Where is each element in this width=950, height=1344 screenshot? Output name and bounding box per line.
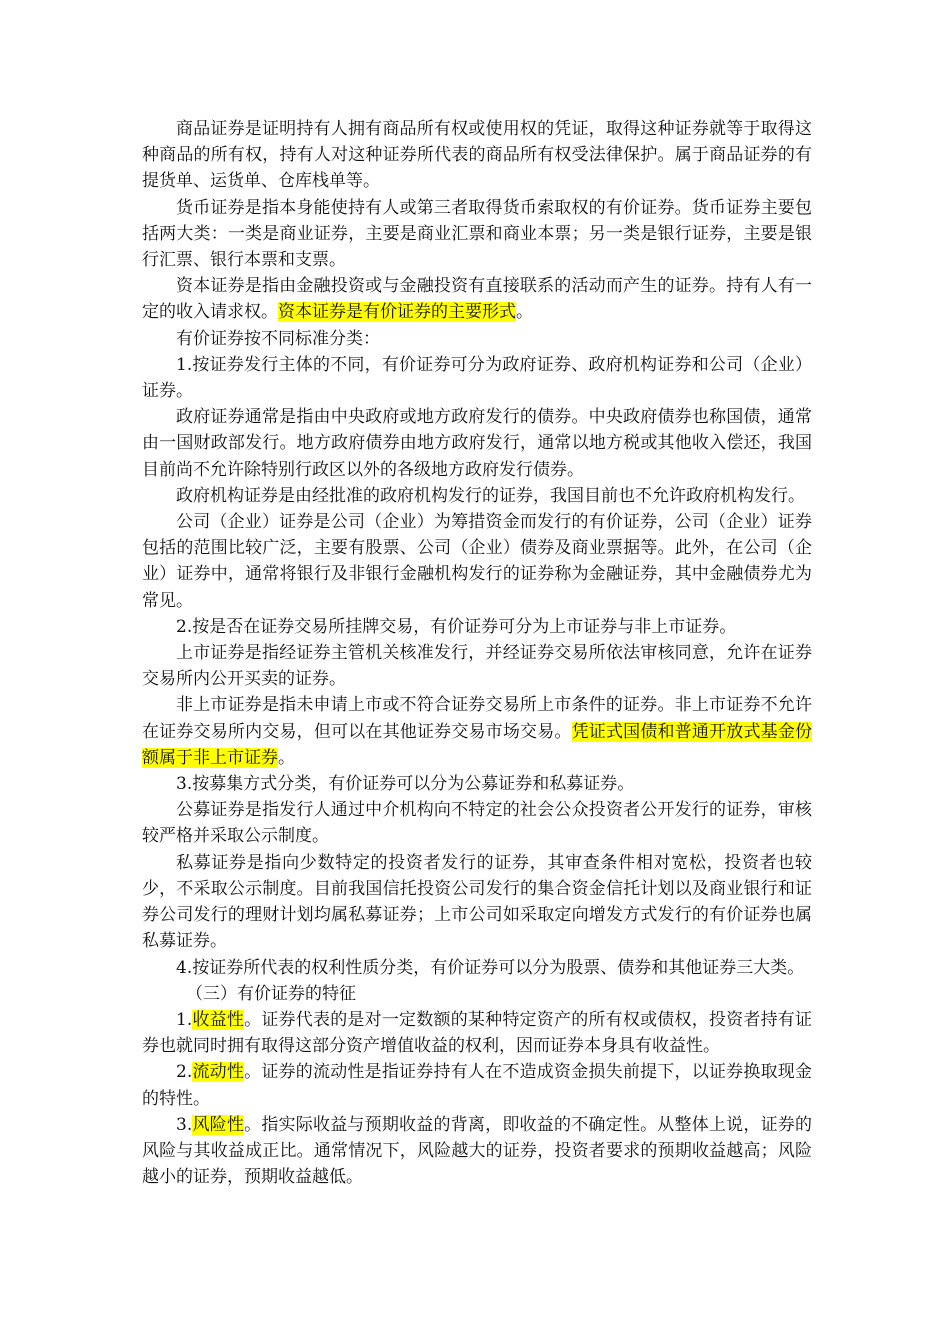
paragraph-classification-intro: 有价证券按不同标准分类： <box>176 328 380 349</box>
paragraph-listed-securities: 上市证券是指经证券主管机关核准发行，并经证券交易所依法审核同意，允许在证券交易所内公开买卖的证券。 <box>142 643 812 690</box>
highlighted-text: 资本证券是有价证券的主要形式 <box>278 302 516 323</box>
text-run: 。证券代表的是对一定数额的某种特定资产的所有权或债权，投资者持有证券也就同时拥有取得这部分资产增值收益的权利，因而证券本身具有收益性。 <box>142 1009 813 1057</box>
list-number: 2. <box>176 1062 193 1083</box>
paragraph-feature-liquidity <box>142 1059 812 1111</box>
paragraph-feature-profitability <box>142 1007 812 1059</box>
paragraph-private-placement: 私募证券是指向少数特定的投资者发行的证券，其审查条件相对宽松，投资者也较少，不采取公示制度。目前我国信托投资公司发行的集合资金信托计划以及商业银行和证券公司发行的理财计划均属私募证券；上市公司如采取定向增发方式发行的有价证券也属私募证券。 <box>142 852 812 952</box>
list-number: 1. <box>176 1009 193 1030</box>
paragraph-capital-securities <box>142 273 812 325</box>
text-run: 非上市证券是指未申请上市或不符合证券交易所上市条件的证券。非上市证券不允许在证券交易所内交易，但可以在其他证券交易市场交易。 <box>142 695 812 742</box>
section-heading: （三）有价证券的特征 <box>186 983 356 1004</box>
paragraph-classification-1: 1.按证券发行主体的不同，有价证券可分为政府证券、政府机构证券和公司（企业）证券。 <box>142 354 812 402</box>
paragraph-government-securities: 政府证券通常是指由中央政府或地方政府发行的债券。中央政府债券也称国债，通常由一国财政部发行。地方政府债券由地方政府发行，通常以地方税或其他收入偿还，我国目前尚不允许除特别行政区以外的各级地方政府发行债券。 <box>142 407 812 480</box>
paragraph-classification-4: 4.按证券所代表的权利性质分类，有价证券可以分为股票、债券和其他证券三大类。 <box>176 957 805 978</box>
list-number: 3. <box>176 1114 193 1135</box>
highlighted-text: 风险性 <box>192 1114 245 1135</box>
text-run: 。指实际收益与预期收益的背离，即收益的不确定性。从整体上说，证券的风险与其收益成正比。通常情况下，风险越大的证券，投资者要求的预期收益越高；风险越小的证券，预期收益越低。 <box>142 1114 813 1188</box>
text-run: 。 <box>278 747 295 768</box>
paragraph-commodity-securities: 商品证券是证明持有人拥有商品所有权或使用权的凭证，取得这种证券就等于取得这种商品的所有权，持有人对这种证券所代表的商品所有权受法律保护。属于商品证券的有提货单、运货单、仓库栈单等。 <box>142 119 812 192</box>
text-run: 。证券的流动性是指证券持有人在不造成资金损失前提下，以证券换取现金的特性。 <box>142 1062 813 1109</box>
paragraph-classification-3: 3.按募集方式分类，有价证券可以分为公募证券和私募证券。 <box>176 774 635 795</box>
paragraph-classification-2: 2.按是否在证券交易所挂牌交易，有价证券可分为上市证券与非上市证券。 <box>176 616 737 637</box>
paragraph-money-securities: 货币证券是指本身能使持有人或第三者取得货币索取权的有价证券。货币证券主要包括两大类：一类是商业证券，主要是商业汇票和商业本票；另一类是银行证券，主要是银行汇票、银行本票和支票。 <box>142 197 812 271</box>
text-run: 。 <box>516 302 533 323</box>
paragraph-agency-securities: 政府机构证券是由经批准的政府机构发行的证券，我国目前也不允许政府机构发行。 <box>176 485 805 506</box>
paragraph-public-offering: 公募证券是指发行人通过中介机构向不特定的社会公众投资者公开发行的证券，审核较严格并采取公示制度。 <box>142 800 812 847</box>
document-body <box>142 116 812 1190</box>
paragraph-feature-risk <box>142 1112 812 1191</box>
text-run: 资本证券是指由金融投资或与金融投资有直接联系的活动而产生的证券。持有人有一定的收入请求权。 <box>142 276 812 323</box>
paragraph-unlisted-securities <box>142 692 812 771</box>
highlighted-text: 流动性 <box>192 1062 245 1083</box>
paragraph-corporate-securities: 公司（企业）证券是公司（企业）为筹措资金而发行的有价证券，公司（企业）证券包括的范围比较广泛，主要有股票、公司（企业）债券及商业票据等。此外，在公司（企业）证券中，通常将银行及非银行金融机构发行的证券称为金融证券，其中金融债券尤为常见。 <box>142 512 812 611</box>
highlighted-text: 凭证式国债和普通开放式基金份额属于非上市证券 <box>142 721 813 768</box>
highlighted-text: 收益性 <box>192 1009 245 1030</box>
